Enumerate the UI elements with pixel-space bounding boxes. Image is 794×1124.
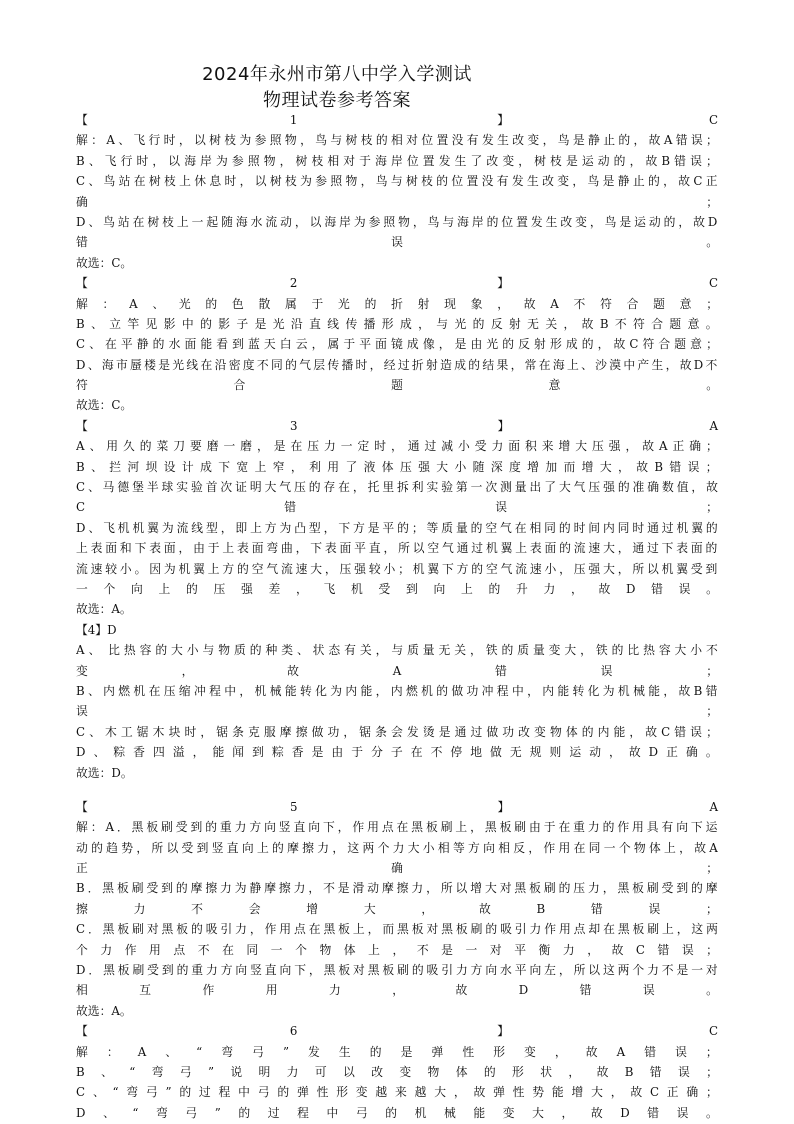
answer-conclusion: 故选：D。: [76, 765, 133, 780]
solution-line: A 、 比 热 容 的 大 小 与 物 质 的 种 类 、 状 态 有 关 ， 与 质 量 无 关 ， 铁 的 质 量 变 大 ， 铁 的 比 热 容 大 小 不: [76, 643, 718, 658]
answer-letter: A: [709, 418, 718, 433]
question-block: [76, 620, 718, 783]
solution-line: 相 互 作 用 力 ， 故 D 错 误 。: [76, 983, 718, 998]
bracket-close: 】: [497, 1024, 510, 1039]
solution-line: 误 ；: [76, 704, 718, 719]
question-block: [76, 110, 718, 273]
solution-line: D ． 黑 板 刷 受 到 的 重 力 方 向 竖 直 向 下 ， 黑 板 对 黑 板 刷 的 吸 引 力 方 向 水 平 向 左 ， 所 以 这 两 个 力 不 是 一 对: [76, 963, 718, 978]
solution-line: 擦 力 不 会 增 大 ， 故 B 错 误 ；: [76, 901, 718, 916]
question-number: 2: [289, 276, 298, 291]
answer-letter: C: [708, 276, 718, 291]
solution-line: C 、 木 工 锯 木 块 时 ， 锯 条 克 服 摩 擦 做 功 ， 锯 条 会 发 烫 是 通 过 做 功 改 变 物 体 的 内 能 ， 故 C 错 误 ；: [76, 724, 718, 739]
question-number: 3: [290, 418, 298, 433]
question-header: [76, 797, 718, 817]
question-header: [76, 1021, 718, 1041]
solution-line: C 、 鸟 站 在 树 枝 上 休 息 时 ， 以 树 枝 为 参 照 物 ， 鸟 与 树 枝 的 位 置 没 有 发 生 改 变 ， 鸟 是 静 止 的 ， 故 C 正: [76, 174, 718, 189]
solution-line: B 、 飞 行 时 ， 以 海 岸 为 参 照 物 ， 树 枝 相 对 于 海 岸 位 置 发 生 了 改 变 ， 树 枝 是 运 动 的 ， 故 B 错 误 ；: [76, 153, 718, 168]
solution-line: C 、 在 平 静 的 水 面 能 看 到 蓝 天 白 云 ， 属 于 平 面 镜 成 像 ， 是 由 光 的 反 射 形 成 的 ， 故 C 符 合 题 意 ；: [76, 337, 718, 352]
solution-line: C 、 “ 弯 弓 ” 的 过 程 中 弓 的 弹 性 形 变 越 来 越 大 ， 故 弹 性 势 能 增 大 ， 故 C 正 确 ；: [76, 1085, 718, 1100]
solution-line: 解 ： A 、 “ 弯 弓 ” 发 生 的 是 弹 性 形 变 ， 故 A 错 误 ；: [76, 1044, 718, 1059]
question-number: 1: [289, 113, 298, 127]
bracket-open: 【: [76, 276, 88, 291]
solution-line: 错 误 。: [76, 235, 718, 250]
question-header: [76, 110, 718, 130]
question-block: [76, 416, 718, 620]
bracket-close: 】: [497, 418, 510, 433]
solution-line: B 、 立 竿 见 影 中 的 影 子 是 光 沿 直 线 传 播 形 成 ， 与 光 的 反 射 无 关 ， 故 B 不 符 合 题 意 。: [76, 316, 718, 331]
exam-title: 2024年永州市第八中学入学测试: [202, 64, 472, 85]
bracket-close: 】: [497, 276, 510, 291]
question-header: [76, 273, 718, 293]
answer-conclusion: 故选：A。: [76, 602, 132, 617]
spacer: [76, 783, 718, 797]
solution-line: 个 力 作 用 点 不 在 同 一 个 物 体 上 ， 不 是 一 对 平 衡 力 ， 故 C 错 误 ；: [76, 942, 718, 957]
question-block: [76, 1021, 718, 1123]
solution-line: 解 ： A 、 光 的 色 散 属 于 光 的 折 射 现 象 ， 故 A 不 符 合 题 意 ；: [76, 296, 718, 311]
question-block: [76, 797, 718, 1021]
solution-line: D 、 鸟 站 在 树 枝 上 一 起 随 海 水 流 动 ， 以 海 岸 为 参 照 物 ， 鸟 与 海 岸 的 位 置 发 生 改 变 ， 鸟 是 运 动 的 ， 故 D: [76, 214, 718, 229]
solution-line: D 、 粽 香 四 溢 ， 能 闻 到 粽 香 是 由 于 分 子 在 不 停 地 做 无 规 则 运 动 ， 故 D 正 确 。: [76, 745, 718, 760]
question-block: [76, 273, 718, 416]
solution-line: 正 确 ；: [76, 861, 718, 876]
solution-line: 一 个 向 上 的 压 强 差 ， 飞 机 受 到 向 上 的 升 力 ， 故 D 错 误 。: [76, 581, 718, 596]
answer-key-title: 物理试卷参考答案: [263, 90, 411, 111]
solution-line: D 、 海 市 蜃 楼 是 光 线 在 沿 密 度 不 同 的 气 层 传 播 时 ， 经 过 折 射 造 成 的 结 果 ， 常 在 海 上 、 沙 漠 中 产 生 ， 故 D 不: [76, 357, 718, 372]
answer-letter: C: [708, 1024, 718, 1039]
solution-line: A 、 用 久 的 菜 刀 要 磨 一 磨 ， 是 在 压 力 一 定 时 ， 通 过 减 小 受 力 面 积 来 增 大 压 强 ， 故 A 正 确 ；: [76, 439, 718, 454]
bracket-open: 【: [76, 418, 88, 433]
solution-line: B 、 拦 河 坝 设 计 成 下 宽 上 窄 ， 利 用 了 液 体 压 强 大 小 随 深 度 增 加 而 增 大 ， 故 B 错 误 ；: [76, 459, 718, 474]
bracket-open: 【: [76, 1024, 88, 1039]
solution-line: 流 速 较 小 。 因 为 机 翼 上 方 的 空 气 流 速 大 ， 压 强 较 小 ； 机 翼 下 方 的 空 气 流 速 小 ， 压 强 大 ， 所 以 机 翼 受 到: [76, 561, 718, 576]
solution-line: C ． 黑 板 刷 对 黑 板 的 吸 引 力 ， 作 用 点 在 黑 板 上 ， 而 黑 板 对 黑 板 刷 的 吸 引 力 作 用 点 却 在 黑 板 刷 上 ， 这 两: [76, 922, 718, 937]
solution-line: C 错 误 ；: [76, 500, 718, 515]
solution-line: B ． 黑 板 刷 受 到 的 摩 擦 力 为 静 摩 擦 力 ， 不 是 滑 动 摩 擦 力 ， 所 以 增 大 对 黑 板 刷 的 压 力 ， 黑 板 刷 受 到 的 摩: [76, 881, 718, 896]
solution-line: 变 ， 故 A 错 误 ；: [76, 663, 718, 678]
answer-conclusion: 故选：C。: [76, 255, 133, 270]
solution-line: B 、 “ 弯 弓 ” 说 明 力 可 以 改 变 物 体 的 形 状 ， 故 B 错 误 ；: [76, 1064, 718, 1079]
question-header: [76, 416, 718, 436]
solution-line: 动 的 趋 势 ， 所 以 受 到 竖 直 向 上 的 摩 擦 力 ， 这 两 个 力 大 小 相 等 方 向 相 反 ， 作 用 在 同 一 个 物 体 上 ， 故 A: [76, 840, 718, 855]
solution-line: 符 合 题 意 。: [76, 378, 718, 393]
question-number: 6: [289, 1024, 298, 1039]
solution-line: B 、 内 燃 机 在 压 缩 冲 程 中 ， 机 械 能 转 化 为 内 能 ， 内 燃 机 的 做 功 冲 程 中 ， 内 能 转 化 为 机 械 能 ， 故 B 错: [76, 683, 718, 698]
bracket-open: 【: [76, 113, 88, 127]
solution-line: 解 ： A 、 飞 行 时 ， 以 树 枝 为 参 照 物 ， 鸟 与 树 枝 的 相 对 位 置 没 有 发 生 改 变 ， 鸟 是 静 止 的 ， 故 A 错 误 ；: [76, 133, 718, 148]
solution-line: C 、 马 德 堡 半 球 实 验 首 次 证 明 大 气 压 的 存 在 ， 托 里 拆 利 实 验 第 一 次 测 量 出 了 大 气 压 强 的 准 确 数 值 ， 故: [76, 480, 718, 495]
answer-conclusion: 故选：A。: [76, 1003, 132, 1018]
question-number-inline: 【4】D: [76, 622, 117, 637]
answer-letter: C: [708, 113, 718, 127]
question-number: 5: [290, 799, 298, 814]
bracket-open: 【: [76, 799, 88, 814]
solution-line: 解 ： A ． 黑 板 刷 受 到 的 重 力 方 向 竖 直 向 下 ， 作 用 点 在 黑 板 刷 上 ， 黑 板 刷 由 于 在 重 力 的 作 用 具 有 向 下 运: [76, 820, 718, 835]
bracket-close: 】: [497, 799, 510, 814]
solution-line: 确 ；: [76, 194, 718, 209]
question-header: [76, 620, 718, 640]
bracket-close: 】: [497, 113, 510, 127]
answer-conclusion: 故选：C。: [76, 398, 133, 413]
solution-line: D 、 “ 弯 弓 ” 的 过 程 中 弓 的 机 械 能 变 大 ， 故 D 错 误 。: [76, 1105, 718, 1120]
answer-content: [76, 110, 718, 1123]
answer-letter: A: [709, 799, 718, 814]
solution-line: D 、 飞 机 机 翼 为 流 线 型 ， 即 上 方 为 凸 型 ， 下 方 是 平 的 ； 等 质 量 的 空 气 在 相 同 的 时 间 内 同 时 通 过 机 翼 的: [76, 520, 718, 535]
solution-line: 上 表 面 和 下 表 面 ， 由 于 上 表 面 弯 曲 ， 下 表 面 平 直 ， 所 以 空 气 通 过 机 翼 上 表 面 的 流 速 大 ， 通 过 下 表 面 的: [76, 541, 718, 556]
